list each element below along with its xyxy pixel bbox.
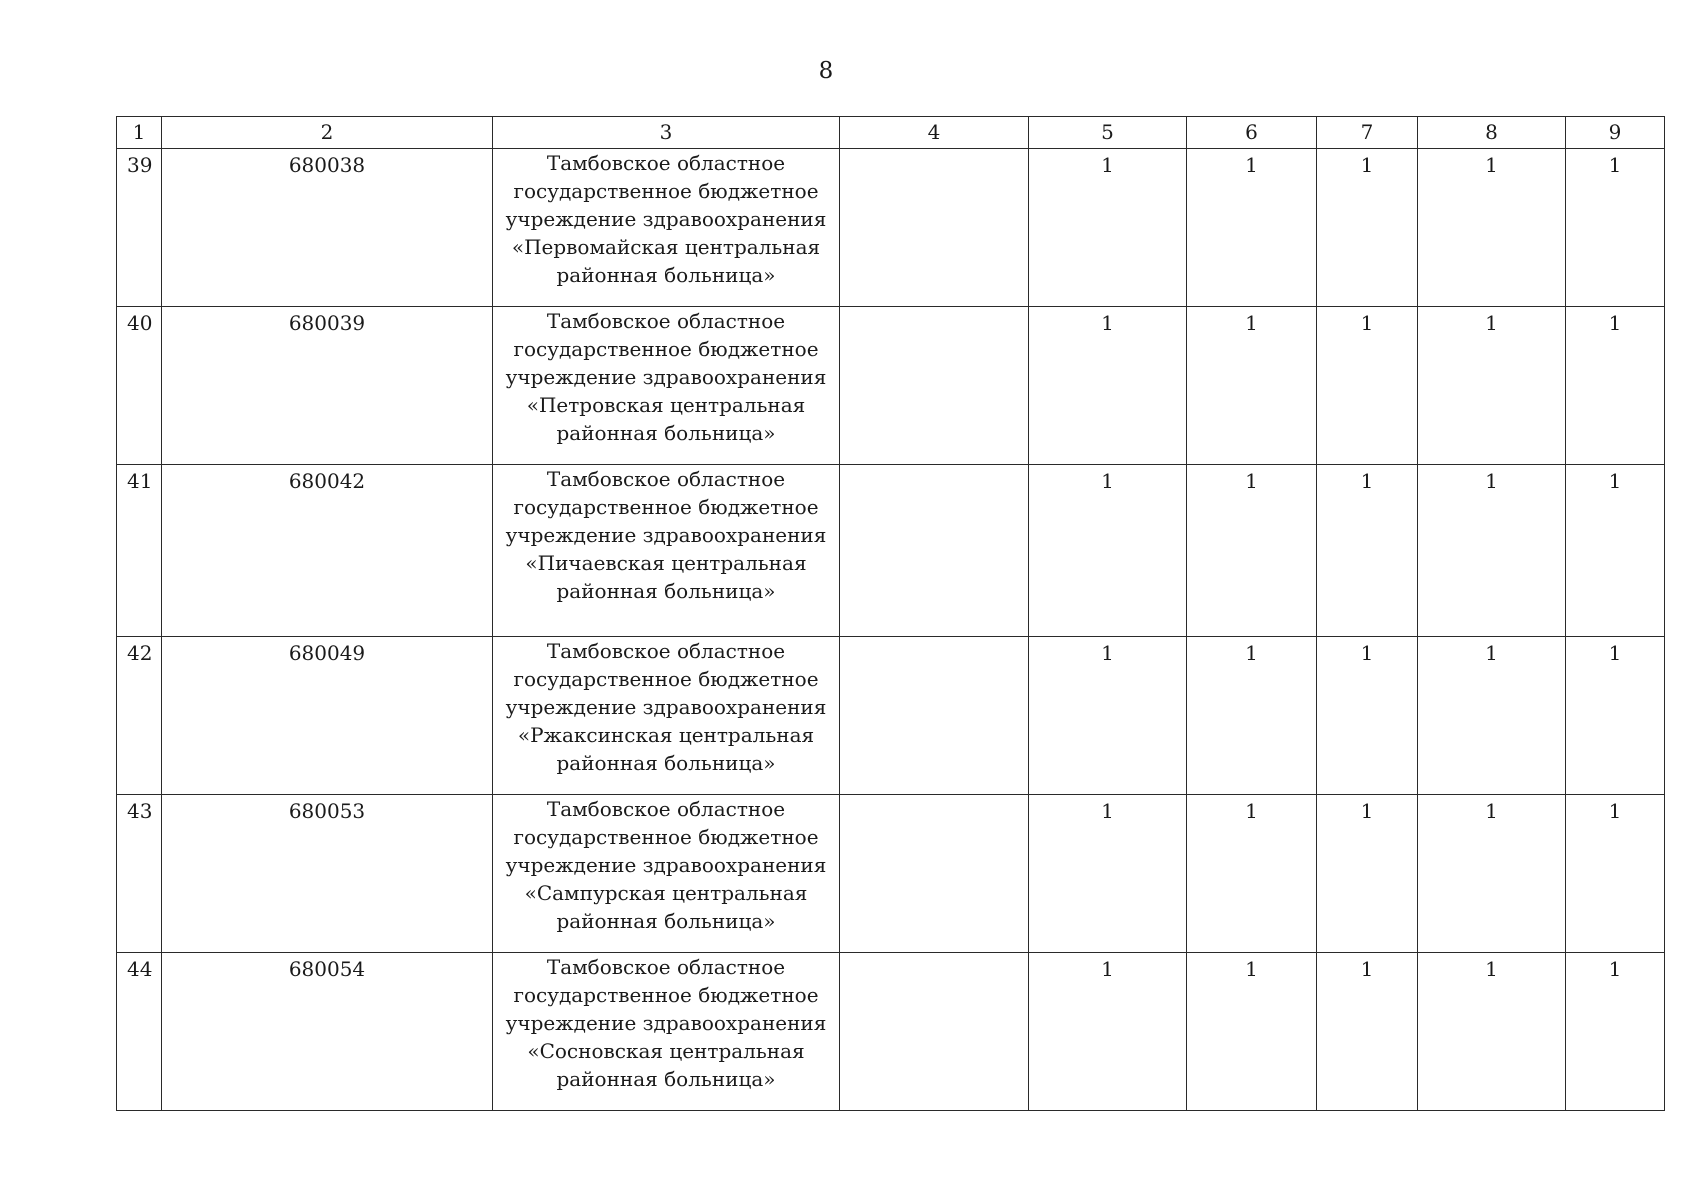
value-cell: 1 bbox=[1317, 307, 1418, 465]
header-cell: 9 bbox=[1566, 117, 1665, 149]
header-cell: 5 bbox=[1029, 117, 1187, 149]
value-cell: 1 bbox=[1317, 149, 1418, 307]
name-line: «Первомайская центральная bbox=[511, 235, 821, 259]
row-number: 43 bbox=[117, 795, 162, 953]
col4-cell bbox=[840, 465, 1029, 637]
value-cell: 1 bbox=[1029, 637, 1187, 795]
name-line: Тамбовское областное bbox=[546, 309, 786, 333]
name-line: государственное бюджетное bbox=[513, 495, 819, 519]
name-line: учреждение здравоохранения bbox=[505, 853, 827, 877]
header-cell: 4 bbox=[840, 117, 1029, 149]
value-cell: 1 bbox=[1418, 637, 1566, 795]
institution-name bbox=[493, 795, 840, 953]
name-line: районная больница» bbox=[556, 579, 776, 603]
name-line: государственное бюджетное bbox=[513, 667, 819, 691]
value-cell: 1 bbox=[1187, 953, 1317, 1111]
value-cell: 1 bbox=[1566, 149, 1665, 307]
name-line: учреждение здравоохранения bbox=[505, 365, 827, 389]
value-cell: 1 bbox=[1029, 149, 1187, 307]
name-line: Тамбовское областное bbox=[546, 955, 786, 979]
col4-cell bbox=[840, 953, 1029, 1111]
value-cell: 1 bbox=[1029, 795, 1187, 953]
page-number: 8 bbox=[818, 58, 834, 84]
table-row bbox=[117, 149, 1665, 307]
name-line: районная больница» bbox=[556, 1067, 776, 1091]
row-code: 680049 bbox=[162, 637, 493, 795]
table-row bbox=[117, 637, 1665, 795]
name-line: Тамбовское областное bbox=[546, 467, 786, 491]
row-number: 39 bbox=[117, 149, 162, 307]
row-number: 41 bbox=[117, 465, 162, 637]
table-row bbox=[117, 953, 1665, 1111]
header-cell: 3 bbox=[493, 117, 840, 149]
col4-cell bbox=[840, 637, 1029, 795]
institution-name bbox=[493, 637, 840, 795]
value-cell: 1 bbox=[1187, 465, 1317, 637]
value-cell: 1 bbox=[1317, 953, 1418, 1111]
row-code: 680054 bbox=[162, 953, 493, 1111]
value-cell: 1 bbox=[1187, 637, 1317, 795]
name-line: Тамбовское областное bbox=[546, 797, 786, 821]
data-table bbox=[116, 116, 1665, 1111]
row-code: 680039 bbox=[162, 307, 493, 465]
name-line: Тамбовское областное bbox=[546, 151, 786, 175]
row-number: 42 bbox=[117, 637, 162, 795]
header-cell: 6 bbox=[1187, 117, 1317, 149]
header-cell: 7 bbox=[1317, 117, 1418, 149]
name-line: государственное бюджетное bbox=[513, 179, 819, 203]
header-cell: 2 bbox=[162, 117, 493, 149]
table-row bbox=[117, 307, 1665, 465]
name-line: учреждение здравоохранения bbox=[505, 523, 827, 547]
institution-name bbox=[493, 465, 840, 637]
name-line: «Ржаксинская центральная bbox=[517, 723, 815, 747]
row-number: 40 bbox=[117, 307, 162, 465]
row-number: 44 bbox=[117, 953, 162, 1111]
name-line: «Пичаевская центральная bbox=[525, 551, 807, 575]
table-row bbox=[117, 465, 1665, 637]
value-cell: 1 bbox=[1566, 307, 1665, 465]
col4-cell bbox=[840, 307, 1029, 465]
value-cell: 1 bbox=[1566, 637, 1665, 795]
name-line: «Сампурская центральная bbox=[524, 881, 808, 905]
name-line: районная больница» bbox=[556, 751, 776, 775]
row-code: 680042 bbox=[162, 465, 493, 637]
institution-name bbox=[493, 149, 840, 307]
col4-cell bbox=[840, 149, 1029, 307]
header-cell: 8 bbox=[1418, 117, 1566, 149]
institution-name bbox=[493, 953, 840, 1111]
value-cell: 1 bbox=[1418, 465, 1566, 637]
value-cell: 1 bbox=[1029, 307, 1187, 465]
name-line: районная больница» bbox=[556, 263, 776, 287]
institution-name bbox=[493, 307, 840, 465]
name-line: учреждение здравоохранения bbox=[505, 207, 827, 231]
header-row bbox=[117, 117, 1665, 149]
value-cell: 1 bbox=[1418, 795, 1566, 953]
name-line: районная больница» bbox=[556, 909, 776, 933]
value-cell: 1 bbox=[1317, 465, 1418, 637]
value-cell: 1 bbox=[1566, 795, 1665, 953]
header-cell: 1 bbox=[117, 117, 162, 149]
table-row bbox=[117, 795, 1665, 953]
name-line: «Сосновская центральная bbox=[527, 1039, 805, 1063]
value-cell: 1 bbox=[1418, 149, 1566, 307]
name-line: государственное бюджетное bbox=[513, 825, 819, 849]
value-cell: 1 bbox=[1029, 953, 1187, 1111]
row-code: 680038 bbox=[162, 149, 493, 307]
value-cell: 1 bbox=[1187, 149, 1317, 307]
name-line: государственное бюджетное bbox=[513, 337, 819, 361]
value-cell: 1 bbox=[1317, 795, 1418, 953]
value-cell: 1 bbox=[1187, 307, 1317, 465]
row-code: 680053 bbox=[162, 795, 493, 953]
value-cell: 1 bbox=[1566, 953, 1665, 1111]
name-line: Тамбовское областное bbox=[546, 639, 786, 663]
value-cell: 1 bbox=[1187, 795, 1317, 953]
value-cell: 1 bbox=[1418, 307, 1566, 465]
name-line: учреждение здравоохранения bbox=[505, 695, 827, 719]
value-cell: 1 bbox=[1566, 465, 1665, 637]
name-line: государственное бюджетное bbox=[513, 983, 819, 1007]
value-cell: 1 bbox=[1317, 637, 1418, 795]
value-cell: 1 bbox=[1418, 953, 1566, 1111]
name-line: «Петровская центральная bbox=[526, 393, 806, 417]
value-cell: 1 bbox=[1029, 465, 1187, 637]
name-line: учреждение здравоохранения bbox=[505, 1011, 827, 1035]
col4-cell bbox=[840, 795, 1029, 953]
name-line: районная больница» bbox=[556, 421, 776, 445]
